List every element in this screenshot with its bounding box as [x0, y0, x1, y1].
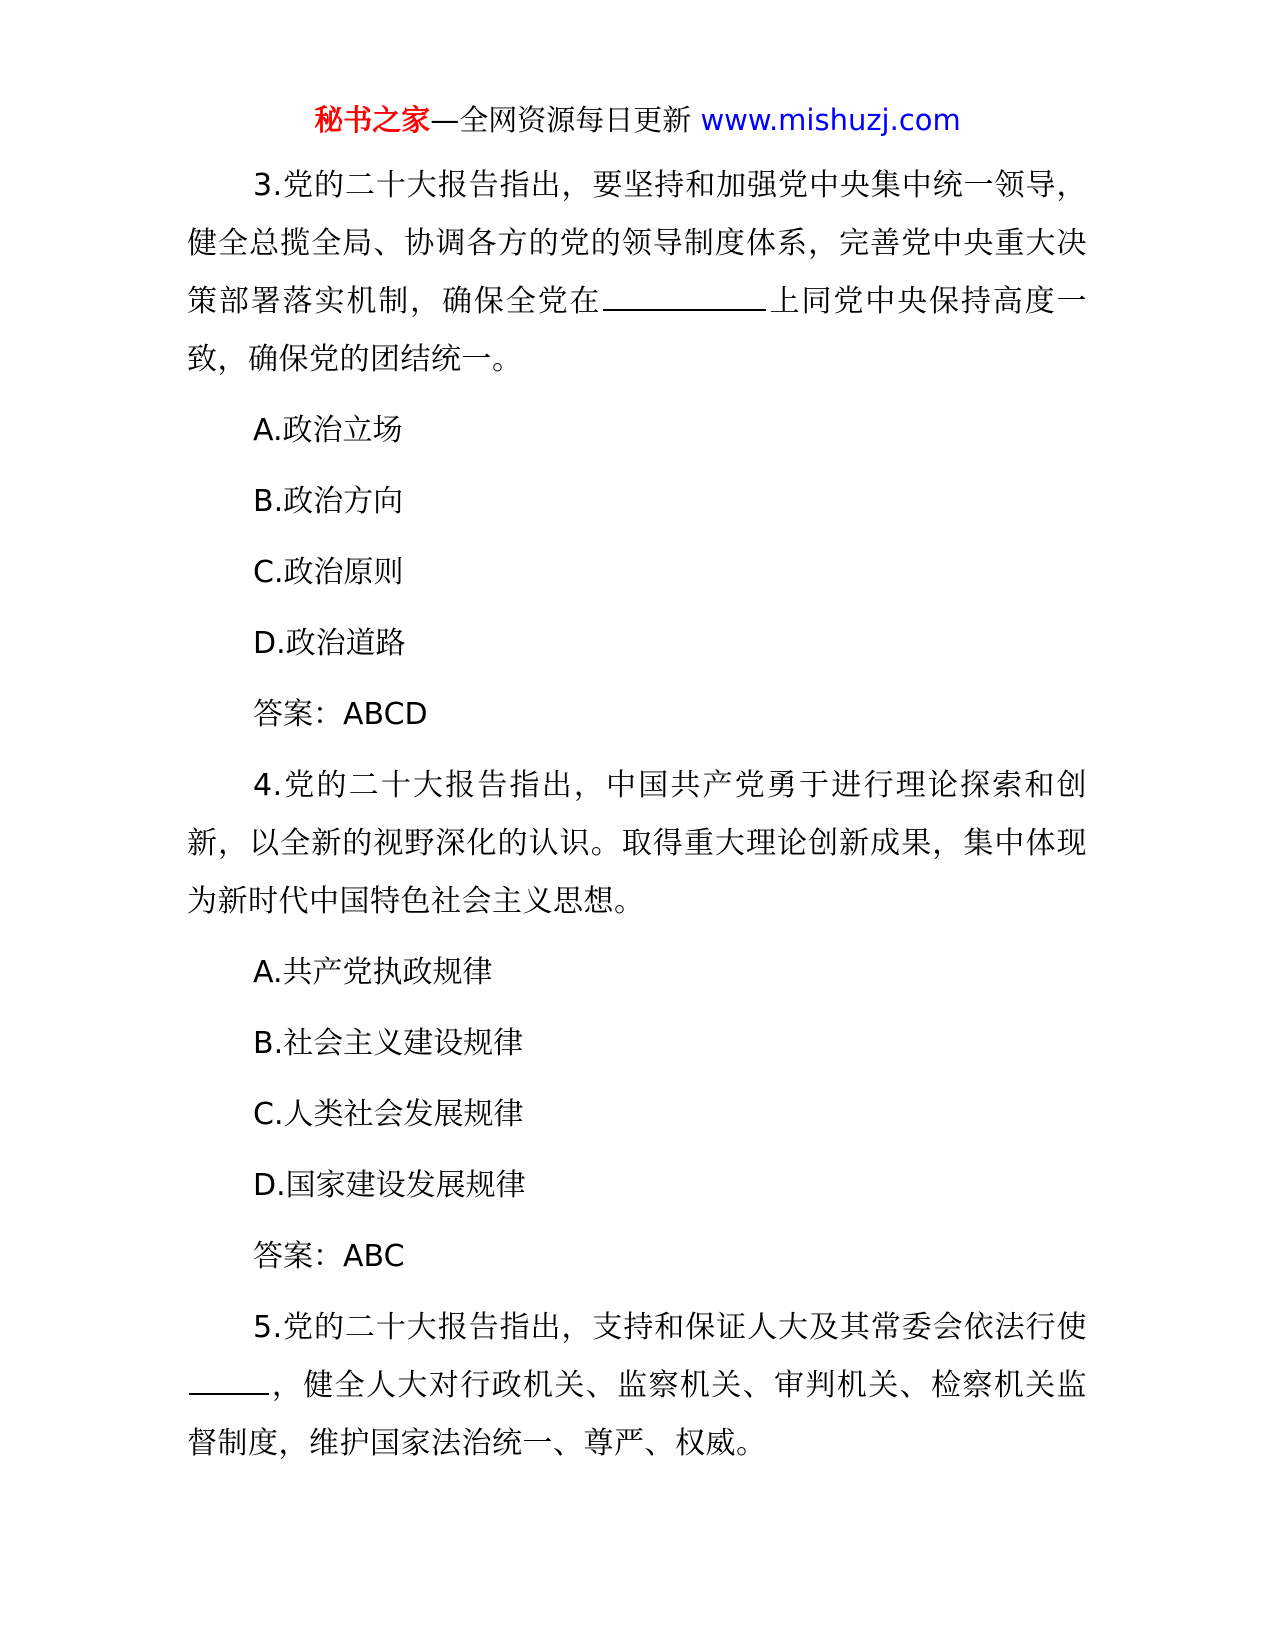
header-url-link[interactable]: www.mishuzj.com	[700, 103, 961, 137]
document-body	[187, 157, 1087, 1473]
question-3-stem-before: 3.党的二十大报告指出，要坚持和加强党中央集中统一领导，健全总揽全局、协调各方的党的领导制度体系，完善党中央重大决策部署落实机制，确保全党在	[187, 168, 1087, 319]
question-4-option-b: B.社会主义建设规律	[253, 1026, 524, 1061]
question-3-option-d: D.政治道路	[253, 626, 406, 661]
fill-in-blank	[189, 1363, 269, 1395]
fill-in-blank	[603, 279, 766, 311]
question-3-answer: 答案：ABCD	[253, 697, 428, 732]
question-5-stem-after: ，健全人大对行政机关、监察机关、审判机关、检察机关监督制度，维护国家法治统一、尊严、权威。	[187, 1368, 1087, 1461]
question-4-stem: 4.党的二十大报告指出，中国共产党勇于进行理论探索和创新，以全新的视野深化的认识。取得重大理论创新成果，集中体现为新时代中国特色社会主义思想。	[187, 768, 1087, 919]
header-tagline: —全网资源每日更新	[430, 103, 692, 137]
question-3-option-a: A.政治立场	[253, 413, 403, 448]
question-4-option-a: A.共产党执政规律	[253, 955, 493, 990]
question-4-option-c: C.人类社会发展规律	[253, 1097, 524, 1132]
question-4-answer: 答案：ABC	[253, 1239, 405, 1274]
question-3-option-c: C.政治原则	[253, 555, 404, 590]
question-3-stem-after: 上同党中央保持高度一致，确保党的团结统一。	[187, 284, 1088, 377]
header-brand: 秘书之家	[314, 103, 431, 137]
question-5-stem	[187, 1299, 1087, 1473]
question-5-stem-before: 5.党的二十大报告指出，支持和保证人大及其常委会依法行使	[253, 1310, 1087, 1345]
question-3-stem	[187, 157, 1087, 389]
question-3-option-b: B.政治方向	[253, 484, 404, 519]
question-4-option-d: D.国家建设发展规律	[253, 1168, 526, 1203]
document-header	[0, 100, 1275, 140]
